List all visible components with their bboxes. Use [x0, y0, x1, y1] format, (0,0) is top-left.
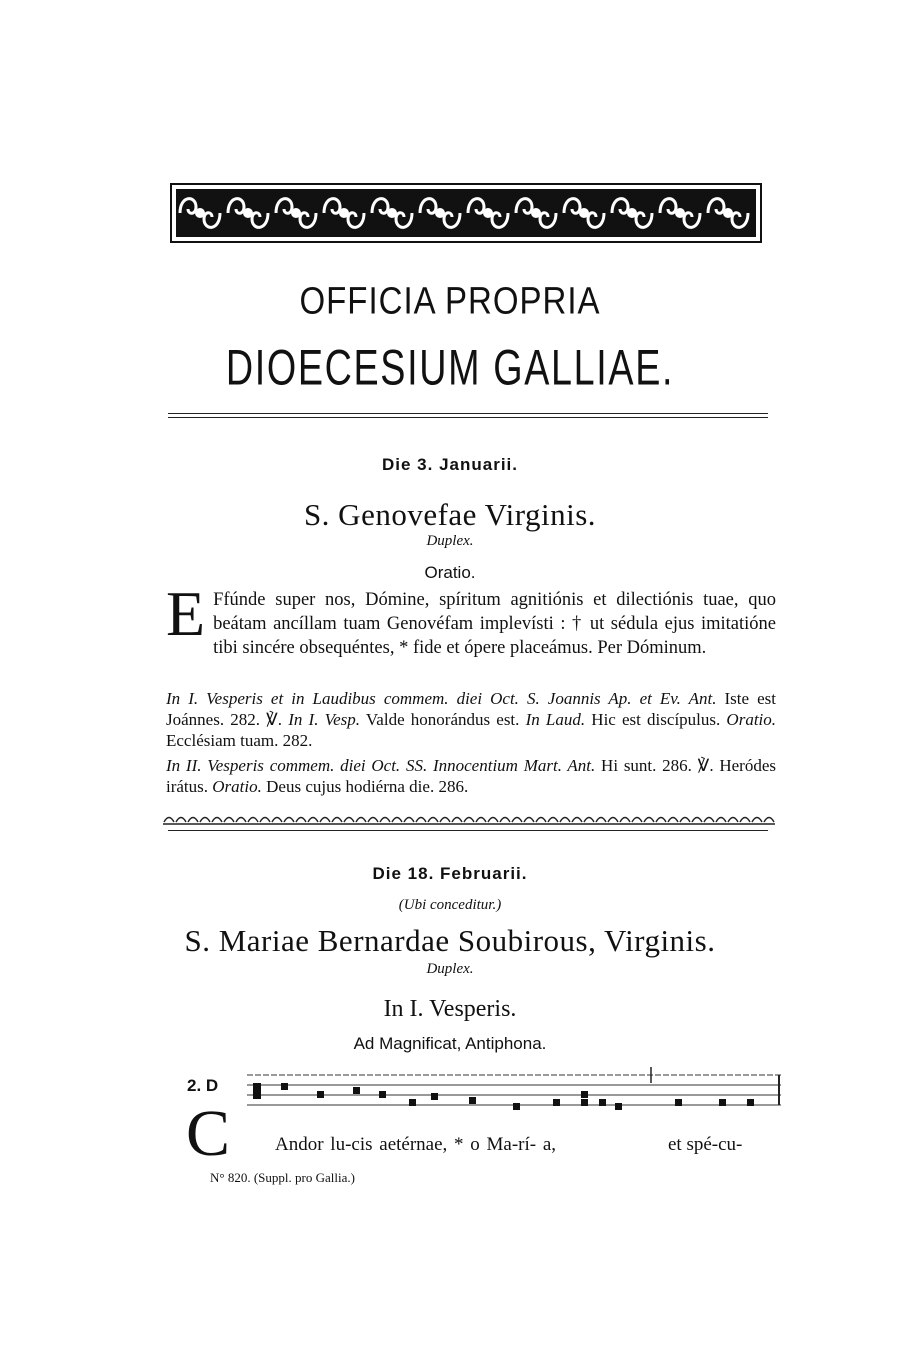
title-rule — [168, 413, 768, 418]
divider-loop — [644, 818, 654, 823]
rubric-text: Ecclésiam tuam. 282. — [166, 731, 313, 750]
divider-loop — [464, 818, 474, 823]
chant-note — [615, 1103, 622, 1110]
rubric-italic: Oratio. — [726, 710, 777, 729]
divider-loop — [404, 818, 414, 823]
divider-loop — [272, 818, 282, 823]
divider-loop — [284, 818, 294, 823]
entry1-oratio-heading: Oratio. — [424, 563, 476, 582]
rubric-text: Iste est Joánnes. 282. ℣. — [166, 689, 776, 729]
scroll-motif — [564, 199, 604, 228]
rubric-italic: In I. Vesperis et in Laudibus commem. diei Oct. S. Joannis Ap. et Ev. Ant. — [166, 689, 717, 708]
divider-loop — [308, 818, 318, 823]
divider-loop — [416, 818, 426, 823]
entry1-rank: Duplex. — [426, 533, 474, 549]
divider-loop — [680, 818, 690, 823]
rubric-text: Valde honorándus est. — [360, 710, 526, 729]
ornament-pattern — [176, 189, 756, 237]
scroll-motif — [612, 199, 652, 228]
divider-loop — [548, 818, 558, 823]
divider-loop — [668, 818, 678, 823]
rubric-italic: In Laud. — [525, 710, 586, 729]
entry2-hour: In I. Vesperis. — [383, 996, 517, 1022]
divider-loop — [632, 818, 642, 823]
divider-loop — [740, 818, 750, 823]
prayer-text: Ffúnde super nos, Dómine, spíritum agnitiónis et dilectiónis tuae, quo beátam ancíllam tuam Genovéfam implevísti : † ut sédula ejus imitatióne tibi sincére obsequéntes, * fide et ópere placeámus. Per Dóminum. — [213, 590, 776, 658]
chant-staff — [183, 1065, 783, 1125]
chant-note — [513, 1103, 520, 1110]
divider-loop — [332, 818, 342, 823]
divider-loop — [380, 818, 390, 823]
chant-note — [469, 1097, 476, 1104]
scroll-motif — [516, 199, 556, 228]
rubric-italic: In I. Vesp. — [288, 710, 361, 729]
chant-note — [553, 1099, 560, 1106]
chant-note — [353, 1087, 360, 1094]
scroll-motif — [324, 199, 364, 228]
chant-note — [431, 1093, 438, 1100]
chant-note — [599, 1099, 606, 1106]
chant-note — [581, 1091, 588, 1098]
divider-loop — [524, 818, 534, 823]
rubric-text: Hic est discípulus. — [585, 710, 727, 729]
divider-loop — [764, 818, 774, 823]
scroll-motif — [372, 199, 412, 228]
divider-loop — [320, 818, 330, 823]
chant-mode: 2. D — [187, 1076, 219, 1095]
chant-note — [581, 1099, 588, 1106]
entry2-saint: S. Mariae Bernardae Soubirous, Virginis. — [184, 923, 716, 958]
divider-loop — [236, 818, 246, 823]
entry2-rank: Duplex. — [426, 961, 474, 977]
divider-loop — [212, 818, 222, 823]
rubric-text: Hi sunt. 286. ℣. Heródes irátus. — [166, 756, 776, 796]
divider-loop — [356, 818, 366, 823]
entry1-saint: S. Genovefae Virginis. — [303, 497, 597, 532]
chant-note — [281, 1083, 288, 1090]
ornament-scrolls-graphic — [176, 189, 756, 237]
chant-note — [675, 1099, 682, 1106]
scroll-motif — [708, 199, 748, 228]
ornamental-divider — [163, 812, 775, 826]
rubric-italic: Oratio. — [212, 777, 262, 796]
divider-loop — [716, 818, 726, 823]
divider-loop — [500, 818, 510, 823]
entry2-note: (Ubi conceditur.) — [398, 897, 502, 913]
divider-loop — [200, 818, 210, 823]
divider-loop — [536, 818, 546, 823]
divider-loop — [572, 818, 582, 823]
entry1-day: Die 3. Januarii. — [382, 455, 518, 474]
entry2-day: Die 18. Februarii. — [372, 864, 528, 883]
chant-note — [719, 1099, 726, 1106]
divider-loop — [428, 818, 438, 823]
scroll-motif — [180, 199, 220, 228]
divider-loop — [164, 818, 174, 823]
scroll-motif — [420, 199, 460, 228]
divider-loop — [704, 818, 714, 823]
entry1-rubric-first-vespers — [166, 688, 776, 751]
divider-loop — [440, 818, 450, 823]
divider-loop — [560, 818, 570, 823]
chant-note — [409, 1099, 416, 1106]
divider-loop — [476, 818, 486, 823]
prayer-drop-initial: E — [166, 578, 206, 649]
divider-loop — [248, 818, 258, 823]
divider-loop — [692, 818, 702, 823]
divider-loop — [176, 818, 186, 823]
divider-loop — [608, 818, 618, 823]
divider-loop — [188, 818, 198, 823]
scroll-motif — [468, 199, 508, 228]
divider-loop — [344, 818, 354, 823]
divider-loop — [392, 818, 402, 823]
book-title-line1: OFFICIA PROPRIA — [299, 279, 601, 322]
divider-loop — [656, 818, 666, 823]
divider-loop — [620, 818, 630, 823]
divider-loop — [296, 818, 306, 823]
divider-loop — [260, 818, 270, 823]
scroll-motif — [660, 199, 700, 228]
entry1-rubric-second-vespers — [166, 755, 776, 797]
divider-loop — [452, 818, 462, 823]
chant-note — [747, 1099, 754, 1106]
chant-note — [379, 1091, 386, 1098]
scroll-motif — [228, 199, 268, 228]
divider-rule — [168, 830, 768, 831]
signature-footer: N° 820. (Suppl. pro Gallia.) — [210, 1170, 355, 1185]
book-title-line2: DIOECESIUM GALLIAE. — [225, 338, 675, 396]
divider-loop — [728, 818, 738, 823]
chant-lyrics: Andor lu-cis aetérnae, * o Ma-rí- a, — [275, 1134, 557, 1155]
rubric-text: Deus cujus hodiérna die. 286. — [261, 777, 469, 796]
chant-initial: C — [186, 1097, 231, 1170]
rubric-italic: In II. Vesperis commem. diei Oct. SS. Innocentium Mart. Ant. — [166, 756, 596, 775]
divider-loop — [488, 818, 498, 823]
clef — [253, 1083, 261, 1099]
scroll-motif — [276, 199, 316, 228]
divider-loop — [752, 818, 762, 823]
divider-loop — [368, 818, 378, 823]
divider-loop — [596, 818, 606, 823]
divider-loop — [512, 818, 522, 823]
ornament-header-band — [170, 183, 762, 243]
entry1-prayer — [166, 578, 776, 660]
entry2-antiphon-heading: Ad Magnificat, Antiphona. — [353, 1034, 547, 1053]
divider-loop — [224, 818, 234, 823]
divider-loop — [584, 818, 594, 823]
chant-note — [317, 1091, 324, 1098]
chant-lyrics-end: et spé-cu- — [668, 1134, 743, 1155]
